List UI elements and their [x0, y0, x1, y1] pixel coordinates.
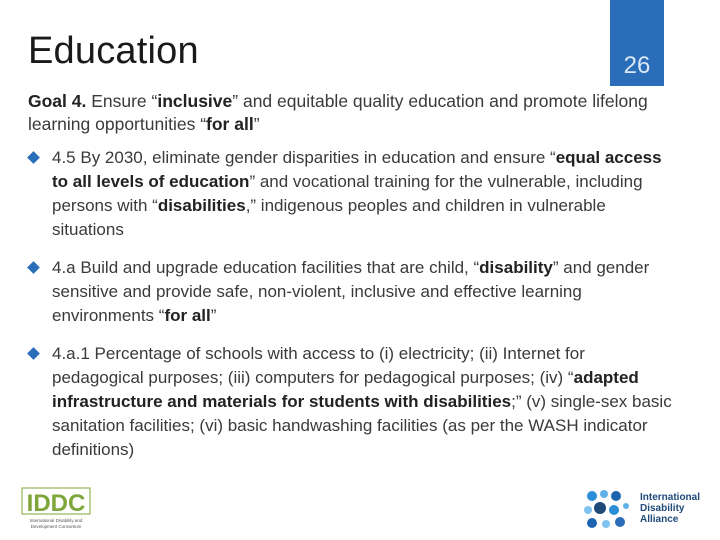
- target-4-a-bold-2: for all: [164, 306, 211, 325]
- indicator-4-a-1-bold-1: adapted infrastructure and materials for students with disabilities: [52, 368, 639, 411]
- goal-bold-for-all: for all: [206, 114, 254, 134]
- slide-title: Education: [28, 30, 199, 72]
- goal-text-1: Ensure “: [86, 91, 158, 111]
- target-4-a-text-1: 4.a Build and upgrade education facilities that are child, “: [52, 258, 480, 277]
- goal-text-3: ”: [253, 114, 260, 134]
- target-4-a: [28, 256, 678, 328]
- ida-logo-text: [640, 492, 700, 525]
- slide-number-tab: [610, 0, 664, 86]
- target-4-5-text-2: ” and vocational training for the vulnerable, including persons with “: [52, 172, 643, 215]
- indicator-4-a-1-text-2: ;” (v) single-sex basic sanitation facilities; (vi) basic handwashing facilities (as per the WASH indicator definitions): [52, 392, 672, 459]
- indicator-4-a-1: [28, 342, 678, 462]
- bullet-diamond-icon: [27, 151, 40, 164]
- target-4-5-text-3: ,” indigenous peoples and children in vulnerable situations: [52, 196, 606, 239]
- goal-text-2: ” and equitable quality education and promote lifelong learning opportunities “: [28, 91, 648, 134]
- goal-statement: [28, 90, 688, 136]
- ida-logo-line-1: International: [640, 492, 701, 503]
- target-4-5-bold-1: equal access to all levels of education: [52, 148, 662, 191]
- target-4-a-text-2: ” and gender sensitive and provide safe, non-violent, inclusive and effective learning environments “: [52, 258, 650, 325]
- bullet-diamond-icon: [27, 261, 40, 274]
- target-4-5: [28, 146, 678, 242]
- iddc-logo-caption-2: Development Consortium: [30, 524, 82, 529]
- target-4-a-text-3: ”: [210, 306, 217, 325]
- target-4-5-text-1: 4.5 By 2030, eliminate gender disparities in education and ensure “: [52, 148, 556, 167]
- target-list: [28, 146, 678, 462]
- iddc-logo: [20, 486, 92, 532]
- bullet-diamond-icon: [27, 347, 40, 360]
- iddc-logo-caption-1: International Disability and: [29, 518, 83, 523]
- indicator-4-a-1-text-1: 4.a.1 Percentage of schools with access to (i) electricity; (ii) Internet for pedagogical purposes; (iii) computers for pedagogical purposes; (iv) “: [52, 344, 585, 387]
- slide-number: 26: [623, 52, 651, 79]
- iddc-logo-graphic: [20, 486, 92, 532]
- ida-logo-circles-icon: [582, 488, 636, 534]
- goal-label: Goal 4.: [28, 91, 87, 111]
- target-4-5-bold-2: disabilities: [157, 196, 246, 215]
- goal-bold-inclusive: inclusive: [157, 91, 233, 111]
- ida-logo-line-2: Disability: [640, 503, 685, 514]
- ida-logo: [582, 488, 712, 534]
- iddc-logo-letters: IDDC: [26, 490, 86, 517]
- target-4-a-bold-1: disability: [479, 258, 553, 277]
- ida-logo-line-3: Alliance: [640, 514, 679, 525]
